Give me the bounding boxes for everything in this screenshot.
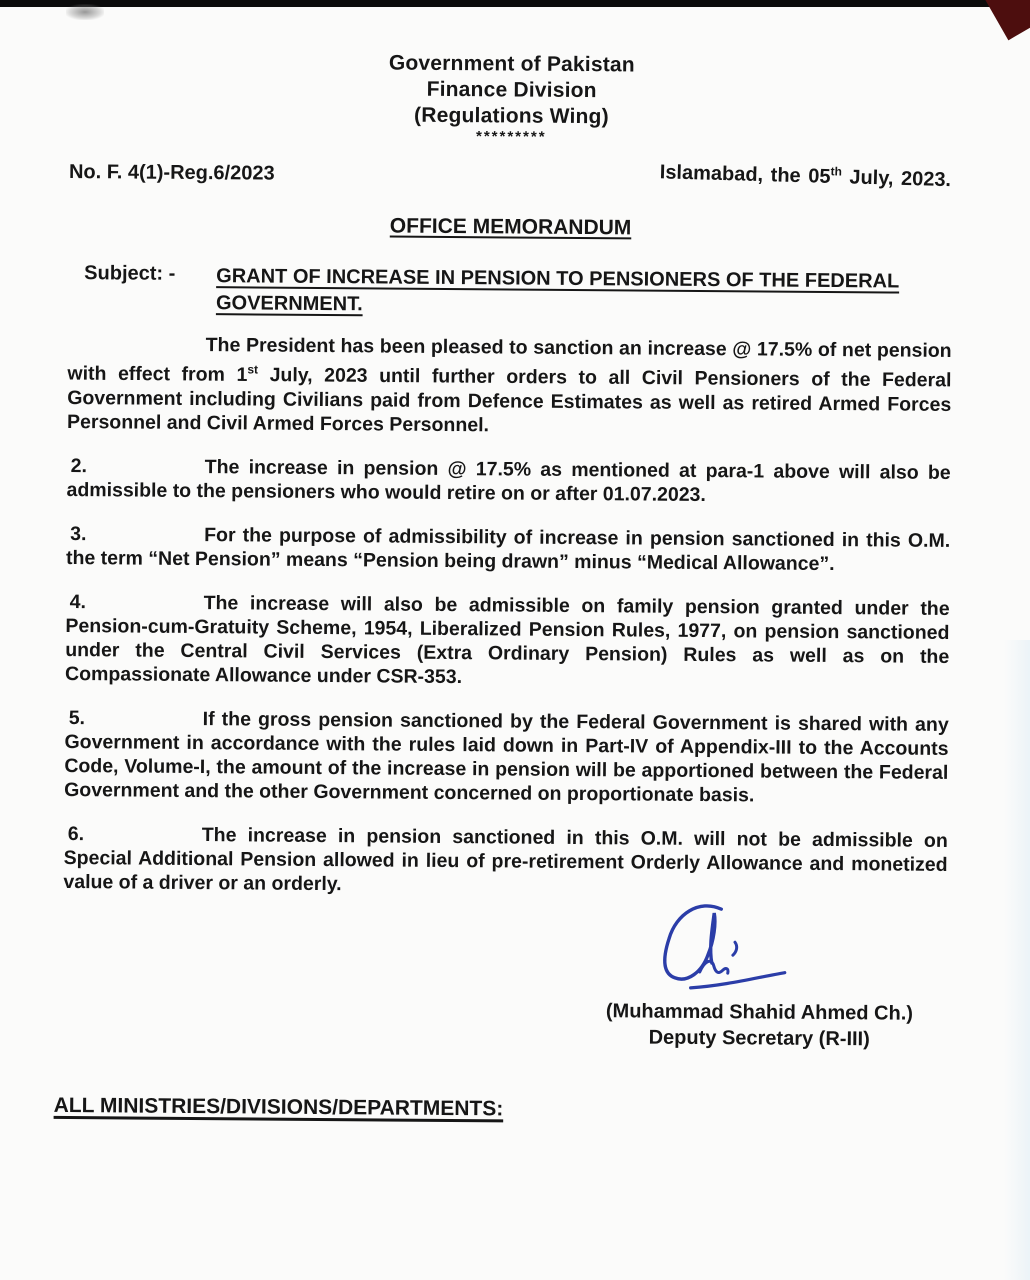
paragraph-3 [66,521,950,576]
paragraph-1-text-cont: July, 2023 until further orders to all Civil Pensioners of the Federal Government including Civilians paid from Defence Estimates as well as retired Armed Forces Personnel and Civil Armed Forces Personnel. [66,363,952,436]
signature-underline [691,971,785,988]
letterhead-divider-stars: ********* [475,128,547,146]
dateline-rest: July, 2023. [841,166,951,192]
paragraph-2-text: The increase in pension @ 17.5% as mentioned at para-1 above will also be admissible to the pensioners who would retire on or after 01.07.2023. [66,455,951,506]
paragraph-2 [66,453,950,508]
subject-row [68,262,952,323]
letterhead-line-government: Government of Pakistan [388,51,635,77]
dateline-place: Islamabad, the [659,161,809,188]
scan-right-shadow [1004,640,1030,1280]
paragraph-2-number: 2. [70,454,88,477]
memo-body [63,332,951,900]
paragraph-6-number: 6. [67,822,85,845]
addressees-text: ALL MINISTRIES/DIVISIONS/DEPARTMENTS: [53,1093,504,1120]
signatory-name: (Muhammad Shahid Ahmed Ch.) [605,999,914,1025]
memo-page [53,48,954,1124]
paragraph-3-text: For the purpose of admissibility of increase in pension sanctioned in this O.M. the term “Net Pension” means “Pension being drawn” minus “Medical Allowance”. [65,523,951,575]
reference-row [69,161,953,191]
document-title [69,212,953,243]
letterhead-line-wing: (Regulations Wing) [414,103,609,129]
letterhead-line-division: Finance Division [426,77,597,103]
signature-loop [665,905,722,979]
signature-block [578,900,941,1053]
signature-ink [643,900,824,997]
reference-number: No. F. 4(1)-Reg.6/2023 [68,160,275,185]
scan-smudge [66,4,104,20]
dateline-day-suffix: th [830,164,842,179]
paragraph-5-text: If the gross pension sanctioned by the Federal Government is shared with any Government in accordance with the rules laid down in Part-IV of Appendix-III to the Accounts Code, Volume-I, the amount of the increase in pension will be apportioned between the Federal Government and the other Government concerned on proportionate basis. [64,707,949,806]
scan-top-edge [0,0,1030,7]
paragraph-6 [63,821,948,900]
subject-label: Subject: - [84,262,176,285]
paragraph-5 [64,705,949,808]
addressees-heading [54,1093,946,1124]
dateline-day: 05 [807,165,831,188]
subject-text: GRANT OF INCREASE IN PENSION TO PENSIONERS OF THE FEDERAL GOVERNMENT. [215,265,900,316]
signature-scribble [700,961,728,973]
dateline [659,160,953,197]
paragraph-6-text: The increase in pension sanctioned in this O.M. will not be admissible on Special Additional Pension allowed in lieu of pre-retirement Orderly Allowance and monetized value of a driver or an orderly. [63,823,948,895]
letterhead [69,48,954,148]
paragraph-5-number: 5. [68,706,86,729]
paragraph-4-number: 4. [69,590,87,613]
paragraph-3-number: 3. [70,522,87,545]
paragraph-1-superscript: st [247,362,259,377]
paragraph-1 [67,332,952,440]
paragraph-1-text: The President has been pleased to sanction an increase @ 17.5% of net pension with effect from 1 [67,334,952,386]
paragraph-4-text: The increase will also be admissible on family pension granted under the Pension-cum-Gratuity Scheme, 1954, Liberalized Pension Rules, 1977, on pension sanctioned under the Central Civil Services (Extra Ordinary Pension) Rules as well as on the Compassionate Allowance under CSR-353. [65,591,950,688]
signatory-designation: Deputy Secretary (R-III) [648,1026,870,1050]
document-title-text: OFFICE MEMORANDUM [389,214,632,240]
signature-apostrophe [733,942,737,955]
paragraph-4 [65,589,950,692]
